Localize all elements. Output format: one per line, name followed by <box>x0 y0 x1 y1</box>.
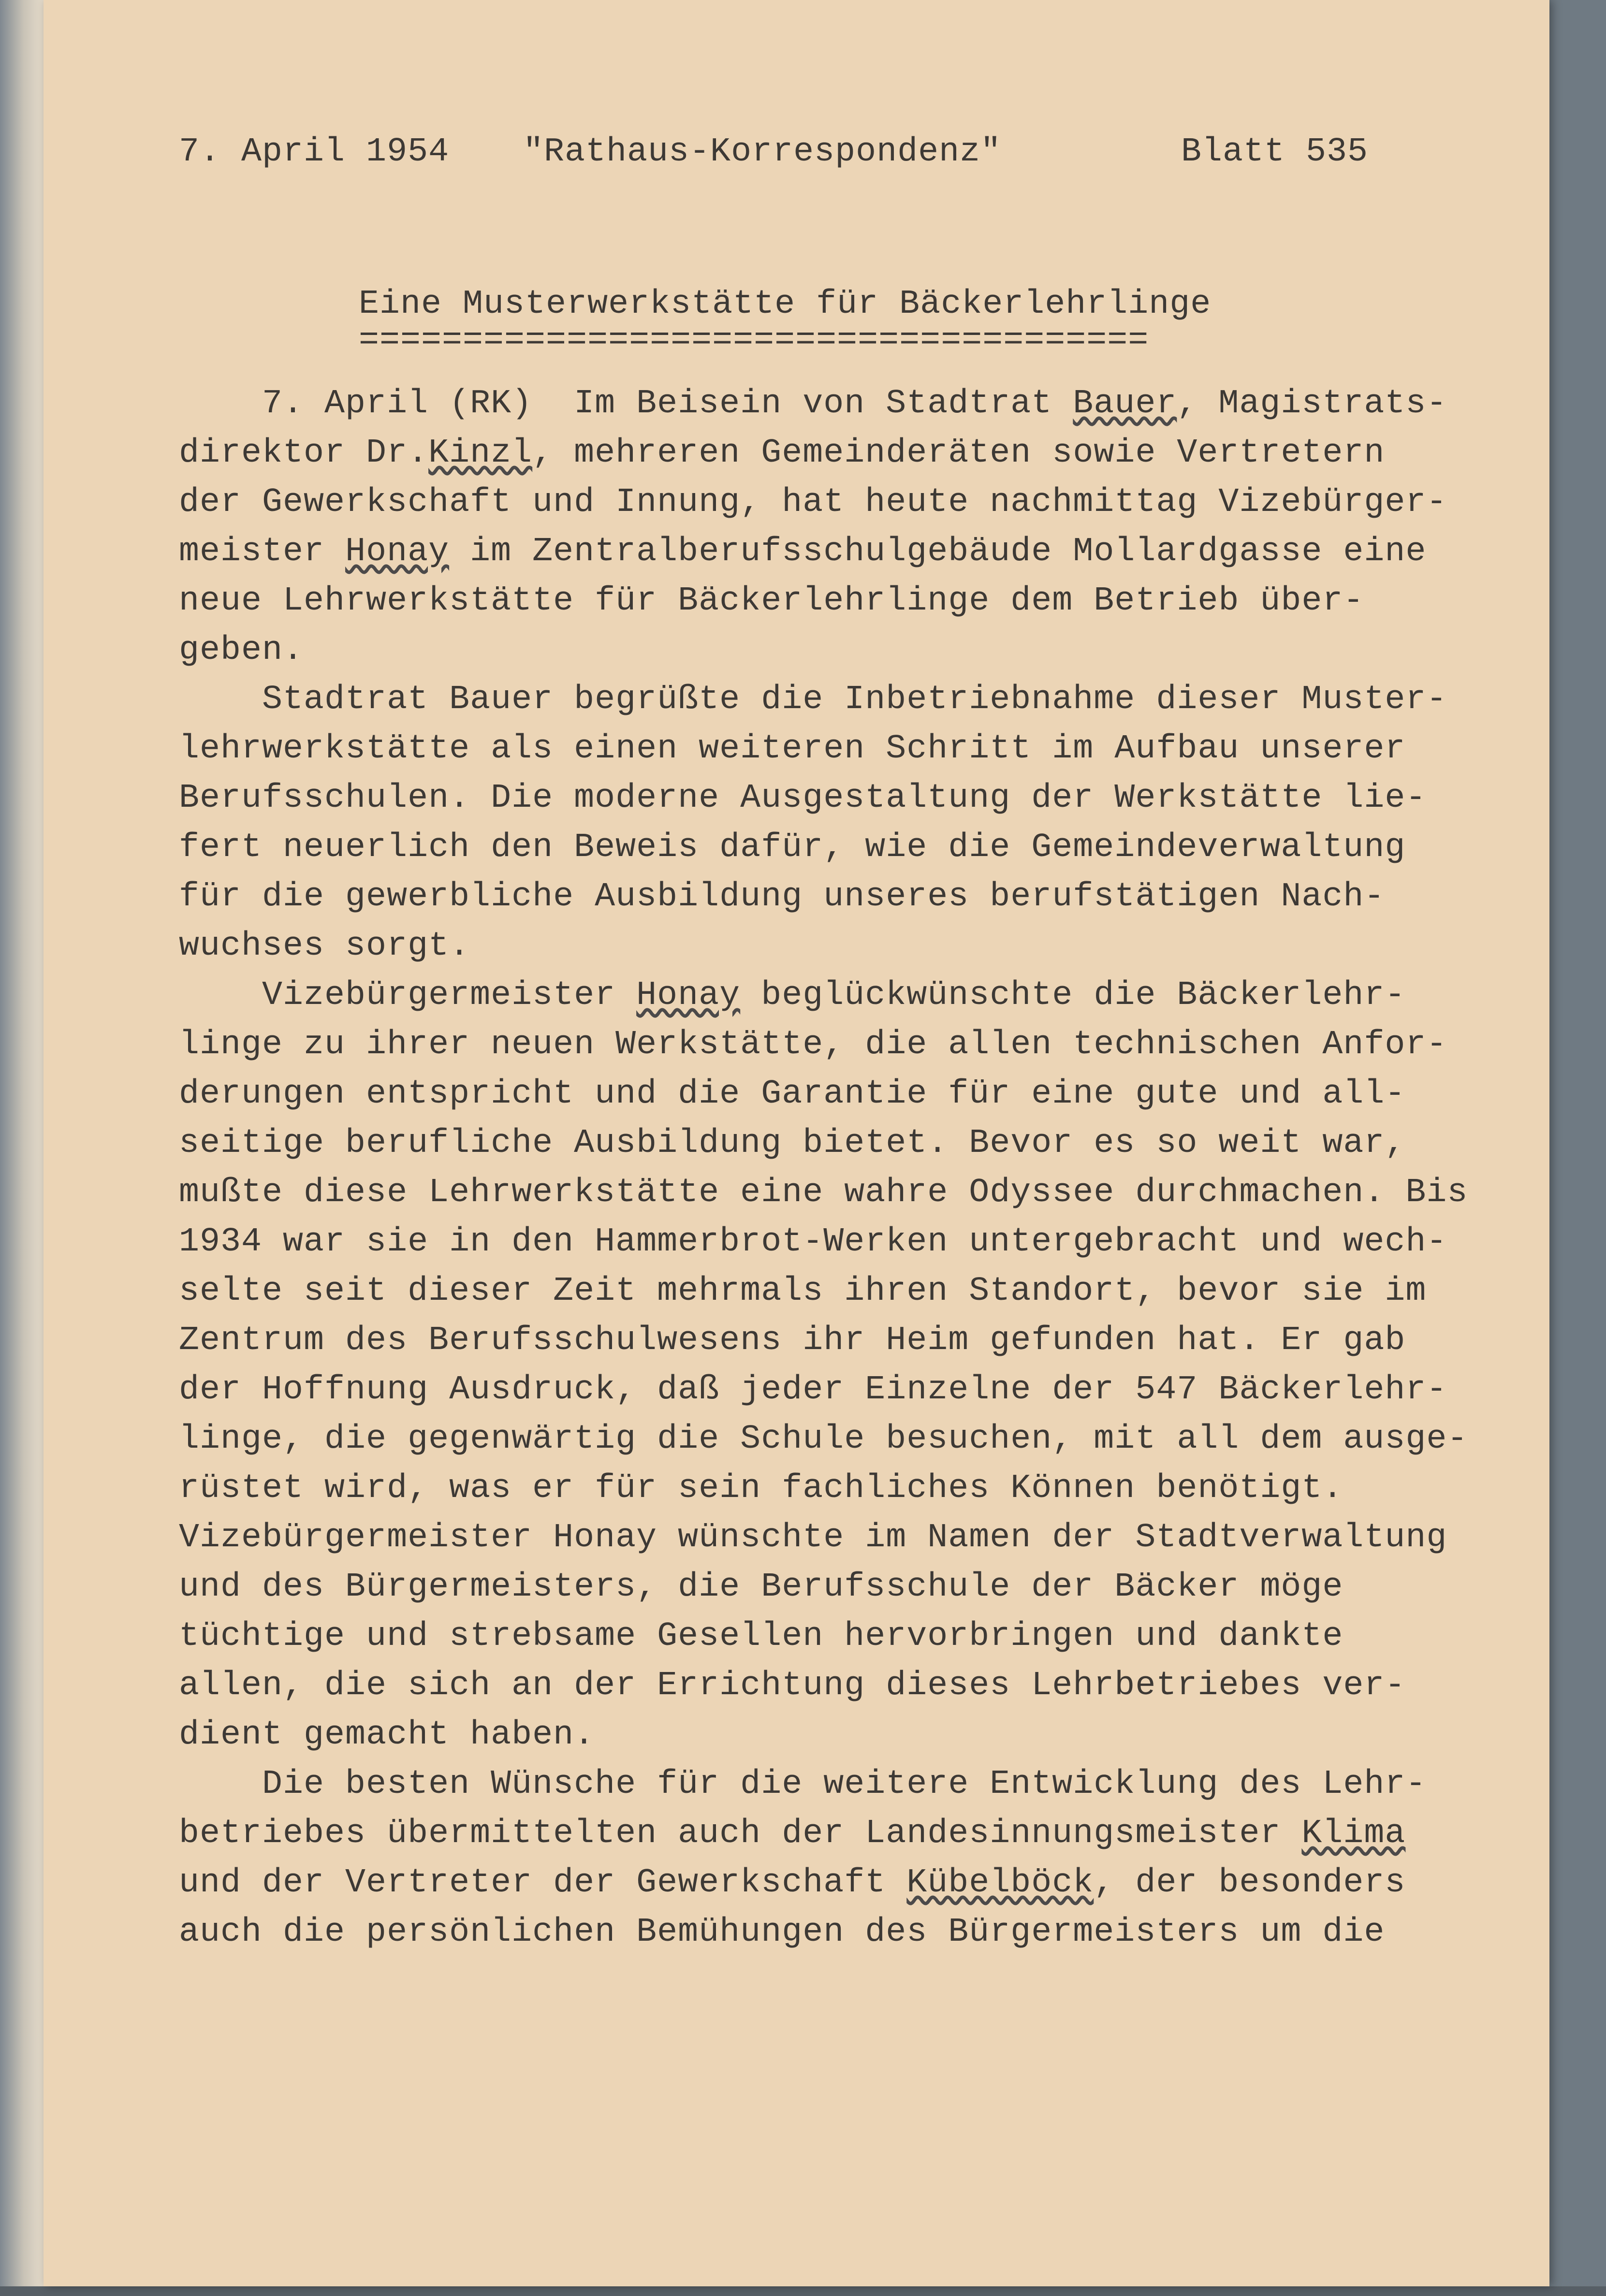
text-line <box>179 429 1468 478</box>
text-line <box>179 1661 1468 1711</box>
text-segment: Stadtrat Bauer begrüßte die Inbetriebnahme dieser Muster- <box>179 681 1447 719</box>
text-line <box>179 1168 1468 1218</box>
text-line <box>179 1464 1468 1513</box>
text-segment: 1934 war sie in den Hammerbrot-Werken untergebracht und wech- <box>179 1223 1447 1261</box>
text-line <box>179 1859 1468 1908</box>
text-line <box>179 1415 1468 1464</box>
text-line <box>179 1366 1468 1415</box>
article-title: Eine Musterwerkstätte für Bäckerlehrlinge <box>359 285 1212 323</box>
text-segment: meister <box>179 533 346 571</box>
text-segment: Vizebürgermeister Honay wünschte im Namen der Stadtverwaltung <box>179 1519 1447 1557</box>
text-segment: der Hoffnung Ausdruck, daß jeder Einzelne der 547 Bäckerlehr- <box>179 1371 1447 1409</box>
text-line <box>179 971 1468 1020</box>
text-segment: , mehreren Gemeinderäten sowie Vertretern <box>532 434 1385 472</box>
text-segment: lehrwerkstätte als einen weiteren Schritt im Aufbau unserer <box>179 730 1406 768</box>
title-underline: ====================================== <box>359 321 1149 360</box>
text-segment: Die besten Wünsche für die weitere Entwicklung des Lehr- <box>179 1765 1427 1803</box>
text-segment: selte seit dieser Zeit mehrmals ihren Standort, bevor sie im <box>179 1272 1427 1310</box>
text-segment: mußte diese Lehrwerkstätte eine wahre Odyssee durchmachen. Bis <box>179 1174 1468 1212</box>
text-segment: im Zentralberufsschulgebäude Mollardgasse eine <box>449 533 1427 571</box>
text-segment: neue Lehrwerkstätte für Bäckerlehrlinge dem Betrieb über- <box>179 582 1364 620</box>
text-segment: für die gewerbliche Ausbildung unseres berufstätigen Nach- <box>179 878 1385 916</box>
text-line <box>179 1119 1468 1168</box>
document-page <box>44 0 1549 2286</box>
header-source: "Rathaus-Korrespondenz" <box>523 133 1002 171</box>
text-segment: Berufsschulen. Die moderne Ausgestaltung der Werkstätte lie- <box>179 779 1427 817</box>
text-line <box>179 1316 1468 1366</box>
header-sheet-number: Blatt 535 <box>1181 133 1368 171</box>
text-segment: linge, die gegenwärtig die Schule besuchen, mit all dem ausge- <box>179 1420 1468 1458</box>
text-segment: allen, die sich an der Errichtung dieses Lehrbetriebes ver- <box>179 1667 1406 1705</box>
text-segment: Vizebürgermeister <box>179 976 637 1015</box>
text-line <box>179 577 1468 626</box>
text-line <box>179 725 1468 774</box>
text-line <box>179 1809 1468 1859</box>
text-segment: und der Vertreter der Gewerkschaft <box>179 1864 907 1902</box>
text-segment: dient gemacht haben. <box>179 1716 595 1754</box>
text-segment: , Magistrats- <box>1177 385 1447 423</box>
text-line <box>179 872 1468 922</box>
underlined-name: Kübelböck <box>906 1864 1094 1902</box>
page-header <box>179 133 1368 176</box>
text-segment: direktor Dr. <box>179 434 429 472</box>
text-segment: rüstet wird, was er für sein fachliches Können benötigt. <box>179 1469 1343 1508</box>
underlined-name: Honay <box>345 533 450 571</box>
text-line <box>179 1513 1468 1563</box>
text-segment: Zentrum des Berufsschulwesens ihr Heim gefunden hat. Er gab <box>179 1322 1406 1360</box>
text-line <box>179 1070 1468 1119</box>
text-line <box>179 774 1468 823</box>
underlined-name: Honay <box>636 976 741 1015</box>
text-segment: derungen entspricht und die Garantie für eine gute und all- <box>179 1075 1406 1113</box>
text-line <box>179 1612 1468 1661</box>
text-line <box>179 823 1468 872</box>
text-segment: und des Bürgermeisters, die Berufsschule der Bäcker möge <box>179 1568 1343 1606</box>
article-body <box>179 379 1468 1957</box>
text-line <box>179 1908 1468 1957</box>
text-line <box>179 1760 1468 1809</box>
text-line <box>179 379 1468 429</box>
text-line <box>179 527 1468 577</box>
text-line <box>179 626 1468 675</box>
text-segment: wuchses sorgt. <box>179 927 470 965</box>
text-line <box>179 478 1468 527</box>
text-segment: auch die persönlichen Bemühungen des Bürgermeisters um die <box>179 1913 1385 1951</box>
text-segment: linge zu ihrer neuen Werkstätte, die allen technischen Anfor- <box>179 1026 1447 1064</box>
underlined-name: Kinzl <box>428 434 533 472</box>
text-segment: beglückwünschte die Bäckerlehr- <box>740 976 1406 1015</box>
text-segment: 7. April (RK) Im Beisein von Stadtrat <box>179 385 1073 423</box>
underlined-name: Klima <box>1301 1815 1406 1853</box>
header-date: 7. April 1954 <box>179 133 450 171</box>
text-line <box>179 1218 1468 1267</box>
text-segment: geben. <box>179 631 304 669</box>
text-segment: , der besonders <box>1094 1864 1406 1902</box>
text-segment: betriebes übermittelten auch der Landesinnungsmeister <box>179 1815 1302 1853</box>
text-line <box>179 1711 1468 1760</box>
text-segment: der Gewerkschaft und Innung, hat heute nachmittag Vizebürger- <box>179 483 1447 522</box>
text-line <box>179 1020 1468 1070</box>
text-line <box>179 1563 1468 1612</box>
scan-background <box>0 2286 1606 2296</box>
text-line <box>179 1267 1468 1316</box>
binding-edge <box>0 0 44 2296</box>
text-line <box>179 922 1468 971</box>
text-segment: seitige berufliche Ausbildung bietet. Bevor es so weit war, <box>179 1124 1406 1163</box>
text-segment: tüchtige und strebsame Gesellen hervorbringen und dankte <box>179 1617 1343 1656</box>
underlined-name: Bauer <box>1073 385 1177 423</box>
text-line <box>179 675 1468 725</box>
text-segment: fert neuerlich den Beweis dafür, wie die Gemeindeverwaltung <box>179 828 1406 867</box>
